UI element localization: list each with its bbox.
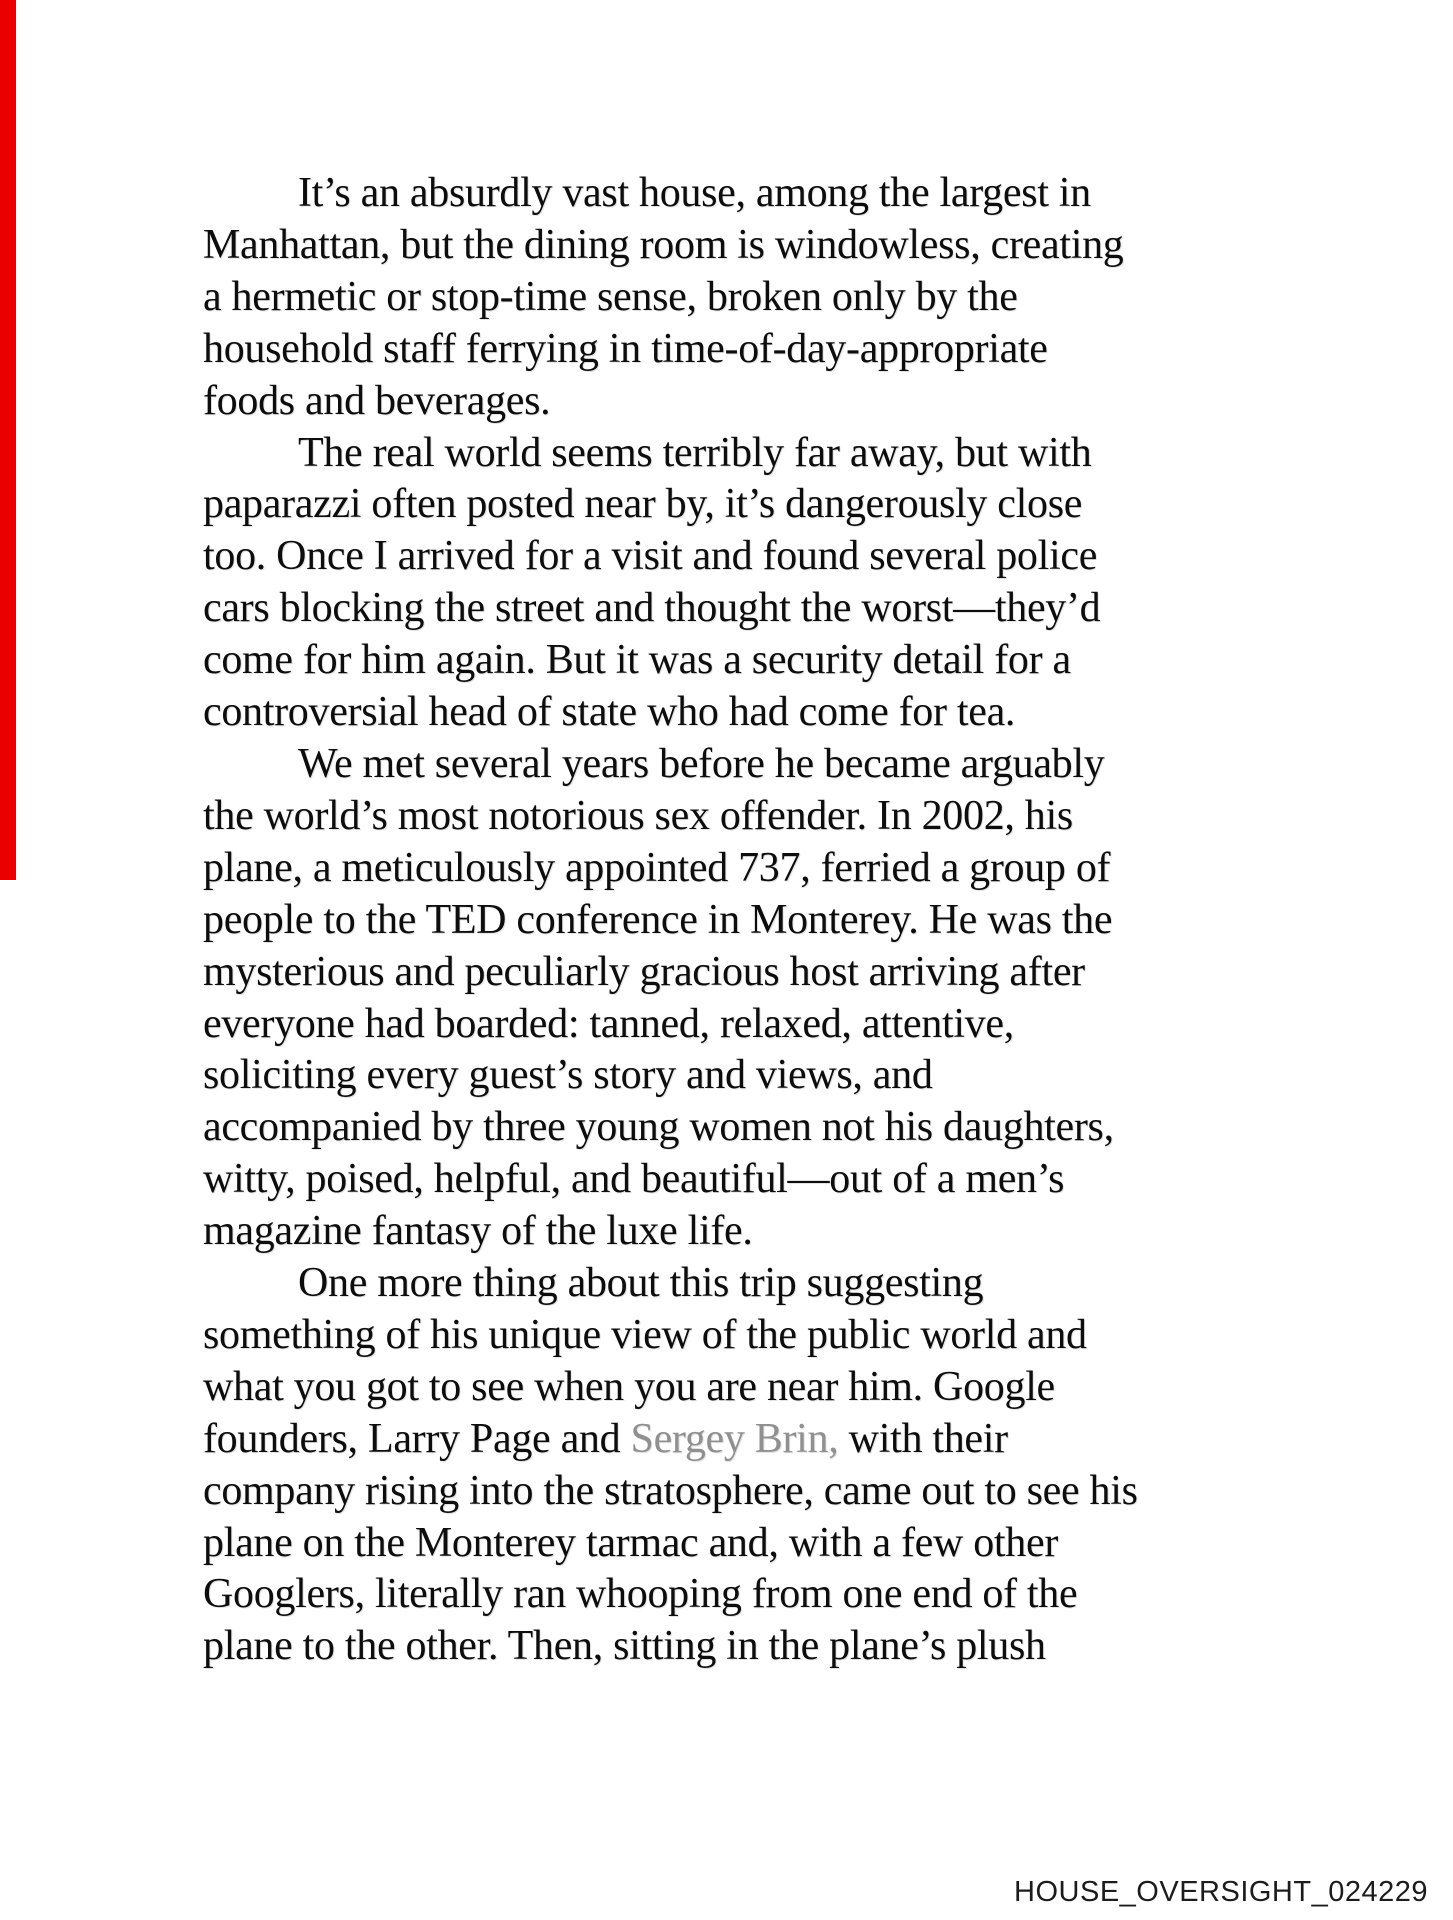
text-line [203,895,1248,947]
text-block [203,168,1248,1673]
text-segment: a hermetic or stop-time sense, broken only by the [203,273,1018,320]
text-segment: soliciting every guest’s story and views, and [203,1052,933,1099]
text-line [203,220,1248,272]
text-line [203,1154,1248,1206]
text-segment: foods and beverages. [203,377,551,424]
text-line [203,428,1248,480]
text-segment: paparazzi often posted near by, it’s dangerously close [203,481,1083,528]
text-line [203,947,1248,999]
text-line [203,1310,1248,1362]
text-segment: It’s an absurdly vast house, among the largest in [298,170,1091,216]
text-segment: the world’s most notorious sex offender. In 2002, his [203,792,1073,839]
text-line [203,1206,1248,1258]
text-line [203,1102,1248,1154]
text-segment: something of his unique view of the public world and [203,1311,1087,1358]
text-line [203,376,1248,428]
text-line [203,1569,1248,1621]
text-line [203,1050,1248,1102]
text-line [203,1621,1248,1673]
gray-person-name: Sergey Brin, [630,1415,839,1462]
text-segment: founders, Larry Page and [203,1415,631,1462]
text-line [203,1258,1248,1310]
red-margin-bar [0,0,16,880]
text-segment: We met several years before he became arguably [298,740,1105,787]
text-line [203,272,1248,324]
text-segment: with their [838,1415,1008,1462]
text-line [203,999,1248,1051]
text-segment: controversial head of state who had come for tea. [203,689,1016,736]
text-segment: what you got to see when you are near him. Google [203,1363,1055,1410]
text-segment: plane on the Monterey tarmac and, with a few other [203,1519,1059,1566]
bates-number: HOUSE_OVERSIGHT_024229 [1014,1876,1428,1908]
text-line [203,1414,1248,1466]
text-segment: One more thing about this trip suggesting [298,1260,984,1307]
text-segment: Googlers, literally ran whooping from one end of the [203,1571,1078,1618]
text-segment: accompanied by three young women not his daughters, [203,1104,1114,1151]
text-segment: Manhattan, but the dining room is windowless, creating [203,221,1124,268]
text-segment: household staff ferrying in time-of-day-appropriate [203,325,1048,372]
text-line [203,791,1248,843]
text-line [203,324,1248,376]
text-line [203,739,1248,791]
text-line [203,531,1248,583]
text-segment: cars blocking the street and thought the worst—they’d [203,585,1101,632]
text-line [203,168,1248,220]
text-line [203,1466,1248,1518]
text-segment: too. Once I arrived for a visit and found several police [203,533,1098,580]
text-line [203,687,1248,739]
text-segment: plane to the other. Then, sitting in the plane’s plush [203,1623,1046,1670]
text-segment: magazine fantasy of the luxe life. [203,1208,753,1255]
text-segment: The real world seems terribly far away, but with [298,429,1092,476]
text-segment: everyone had boarded: tanned, relaxed, attentive, [203,1000,1014,1047]
text-line [203,1518,1248,1570]
text-segment: mysterious and peculiarly gracious host arriving after [203,948,1085,995]
text-line [203,583,1248,635]
text-line [203,1362,1248,1414]
text-segment: witty, poised, helpful, and beautiful—out of a men’s [203,1156,1065,1203]
text-line [203,479,1248,531]
text-segment: people to the TED conference in Monterey. He was the [203,896,1113,943]
text-line [203,635,1248,687]
text-segment: come for him again. But it was a security detail for a [203,637,1071,684]
text-segment: plane, a meticulously appointed 737, ferried a group of [203,844,1111,891]
text-line [203,843,1248,895]
text-segment: company rising into the stratosphere, came out to see his [203,1467,1138,1514]
